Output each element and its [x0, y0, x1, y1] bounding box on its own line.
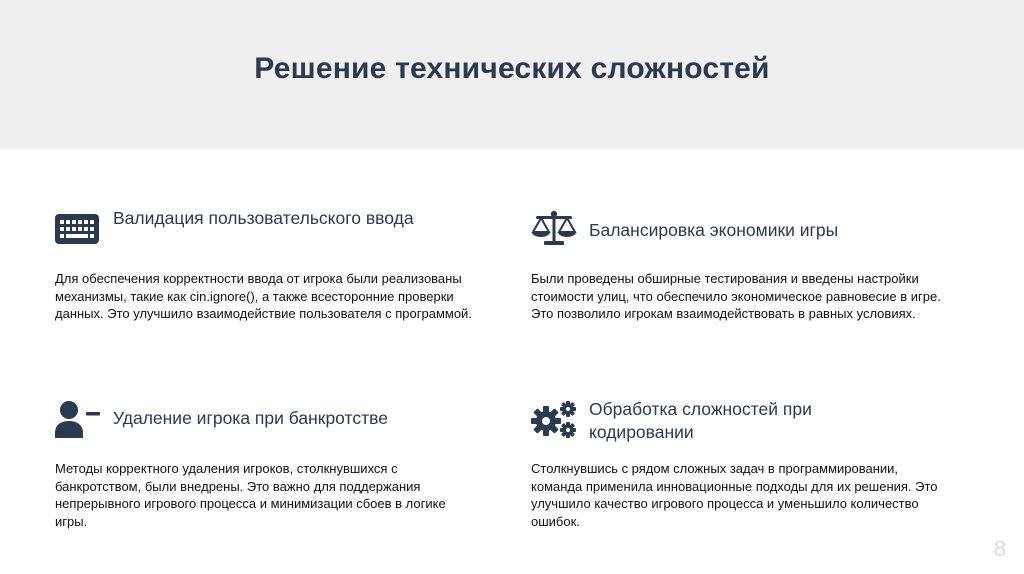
card-text: Были проведены обширные тестирования и введены настройки стоимости улиц, что обеспечило экономическое равновесие в игре. Это позволило игрокам взаимодействовать в равных условиях.: [531, 271, 941, 321]
gears-icon: [531, 400, 575, 440]
page-title: Решение технических сложностей: [254, 52, 770, 85]
scales-icon: [531, 210, 575, 250]
card-text: Столкнувшись с рядом сложных задач в программировании, команда применила инновационные подходы для их решения. Это улучшило качество игрового процесса и уменьшило количество ошибок.: [531, 461, 938, 529]
keyboard-icon: [55, 214, 99, 254]
card-title: Балансировка экономики игры: [589, 220, 839, 240]
card-title: Удаление игрока при банкротстве: [113, 408, 388, 428]
card-title: Валидация пользовательского ввода: [113, 208, 414, 228]
slide-number: 8: [993, 536, 1006, 561]
card-text: Методы корректного удаления игроков, столкнувшихся с банкротством, были внедрены. Это важно для поддержания непрерывного игрового процесса и минимизации сбоев в логике игры.: [55, 461, 446, 529]
card-text: Для обеспечения корректности ввода от игрока были реализованы механизмы, такие как cin.ignore(), а также всесторонние проверки данных. Это улучшило взаимодействие пользователя с программой.: [55, 271, 472, 321]
user-minus-icon: [55, 400, 99, 440]
card-title: Обработка сложностей при кодировании: [589, 399, 812, 442]
